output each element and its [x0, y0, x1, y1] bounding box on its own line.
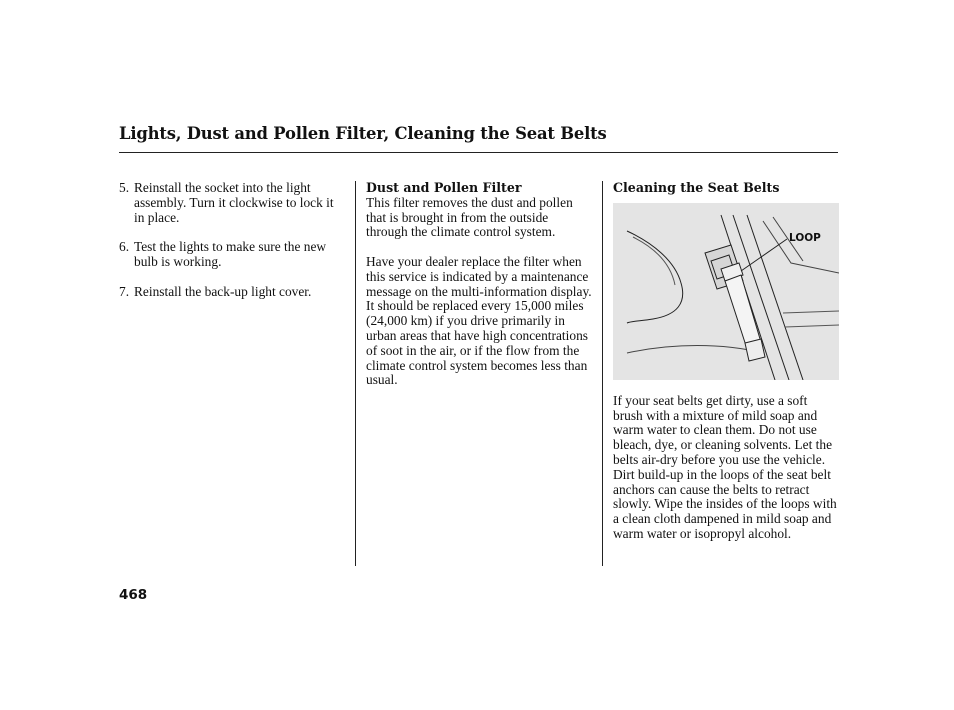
step-text: Test the lights to make sure the new bulb is working.	[134, 239, 327, 269]
dust-filter-paragraph-1: This filter removes the dust and pollen that is brought in from the outside through the climate control system.	[366, 194, 573, 240]
seat-belt-paragraph-2: Dirt build-up in the loops of the seat belt anchors can cause the belts to retract slowly. Wipe the insides of the loops with a clean cloth dampened in mild soap and warm water or isopropyl alcohol.	[613, 466, 837, 541]
seat-belt-drawing	[613, 203, 839, 380]
title-rule	[119, 152, 838, 153]
step-7	[119, 285, 345, 300]
column-divider-1	[355, 181, 356, 566]
step-text: Reinstall the back-up light cover.	[134, 283, 312, 299]
page-number: 468	[119, 587, 148, 603]
column-dust-filter	[366, 181, 592, 388]
step-number: 5.	[119, 180, 130, 195]
step-number: 6.	[119, 239, 130, 255]
seat-belt-illustration	[613, 203, 839, 380]
column-divider-2	[602, 181, 603, 566]
page-title: Lights, Dust and Pollen Filter, Cleaning the Seat Belts	[119, 124, 607, 143]
step-5	[119, 181, 345, 225]
section-heading-dust-filter: Dust and Pollen Filter	[366, 180, 522, 195]
dust-filter-paragraph-2: Have your dealer replace the filter when this service is indicated by a maintenance message on the multi-information display. It should be replaced every 15,000 miles (24,000 km) if you drive primarily in urban areas that have high concentrations of soot in the air, or if the flow from the climate control system becomes less than usual.	[366, 253, 592, 388]
step-text: Reinstall the socket into the light assembly. Turn it clockwise to lock it in place.	[134, 180, 334, 225]
loop-label: LOOP	[789, 231, 821, 244]
column-seat-belts	[613, 181, 839, 542]
seat-belt-paragraph-1: If your seat belts get dirty, use a soft brush with a mixture of mild soap and warm water to clean them. Do not use bleach, dye, or cleaning solvents. Let the belts air-dry before you use the vehicle.	[613, 392, 833, 467]
step-6	[119, 240, 345, 270]
column-steps	[119, 181, 345, 314]
section-heading-seat-belts: Cleaning the Seat Belts	[613, 180, 780, 195]
step-number: 7.	[119, 283, 130, 299]
